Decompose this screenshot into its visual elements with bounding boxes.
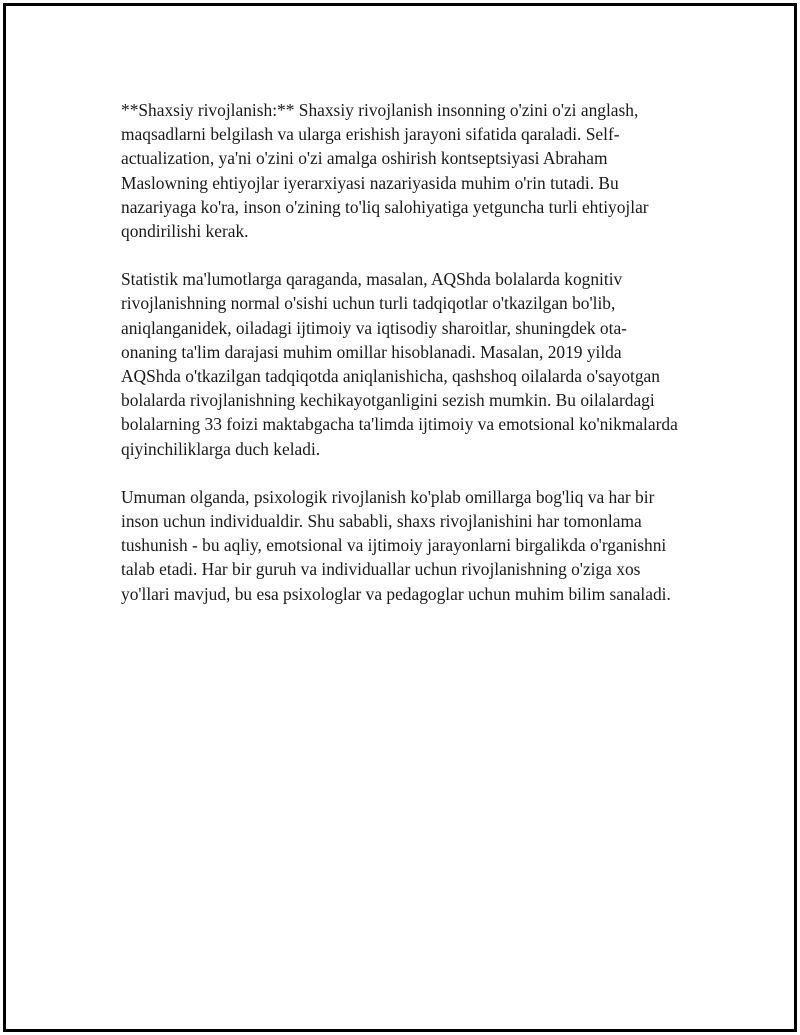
paragraph-personal-development: **Shaxsiy rivojlanish:** Shaxsiy rivojlanish insonning o'zini o'zi anglash, maqsadlarni belgilash va ularga erishish jarayoni sifatida qaraladi. Self-actualization, ya'ni o'zini o'zi amalga oshirish kontseptsiyasi Abraham Maslowning ehtiyojlar iyerarxiyasi nazariyasida muhim o'rin tutadi. Bu nazariyaga ko'ra, inson o'zining to'liq salohiyatiga yetguncha turli ehtiyojlar qondirilishi kerak. bbox=[121, 100, 649, 242]
document-page bbox=[3, 3, 797, 1032]
paragraph-conclusion: Umuman olganda, psixologik rivojlanish ko'plab omillarga bog'liq va har bir inson uchun individualdir. Shu sababli, shaxs rivojlanishini har tomonlama tushunish - bu aqliy, emotsional va ijtimoiy jarayonlarni birgalikda o'rganishni talab etadi. Har bir guruh va individuallar uchun rivojlanishning o'ziga xos yo'llari mavjud, bu esa psixologlar va pedagoglar uchun muhim bilim sanaladi. bbox=[121, 486, 671, 604]
document-body bbox=[121, 98, 681, 630]
paragraph-statistics: Statistik ma'lumotlarga qaraganda, masalan, AQShda bolalarda kognitiv rivojlanishning normal o'sishi uchun turli tadqiqotlar o'tkazilgan bo'lib, aniqlanganidek, oiladagi ijtimoiy va iqtisodiy sharoitlar, shuningdek ota-onaning ta'lim darajasi muhim omillar hisoblanadi. Masalan, 2019 yilda AQShda o'tkazilgan tadqiqotda aniqlanishicha, qashshoq oilalarda o'sayotgan bolalarda rivojlanishning kechikayotganligini sezish mumkin. Bu oilalardagi bolalarning 33 foizi maktabgacha ta'limda ijtimoiy va emotsional ko'nikmalarda qiyinchiliklarga duch keladi. bbox=[121, 269, 678, 459]
